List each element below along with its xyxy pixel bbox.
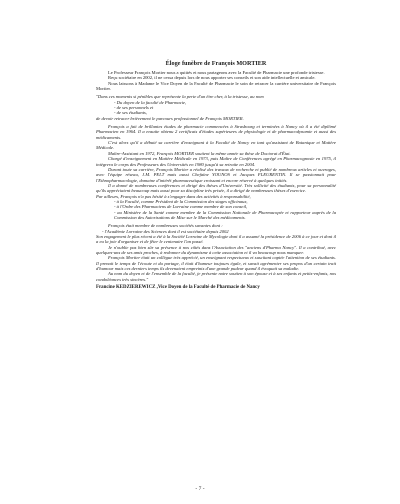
- responsibilities-intro: Par ailleurs, François n'a pas hésité à s'engager dans des activités à responsabilité,: [96, 193, 251, 199]
- quote-outro: de devoir retracer brièvement le parcours professionnel de François MORTIER.: [96, 115, 244, 121]
- signature: Francine KEDZIEREWICZ ,Vice Doyen de la Faculté de Pharmacie de Nancy: [96, 285, 260, 291]
- closing-paragraph-1: Son engagement le plus récent a été à la Société Lorraine de Mycologie dont il a assumé la présidence de 2006 à ce jour et dont il a eu la joie d'organiser et de fêter le centenaire l'an passé.: [96, 233, 336, 245]
- career-paragraph-2: C'est alors qu'il a débuté sa carrière d'enseignant à la Faculté de Nancy en tant qu'assistant de Botanique et Matière Médicale.: [96, 140, 336, 151]
- quote-intro: "Dans ces moments si pénibles que représente la perte d'un être cher, à la tristesse, au nom: [96, 94, 264, 100]
- quote-line-3: - de ses étudiants,: [114, 110, 147, 116]
- career-paragraph-1: François a fait de brillantes études de pharmacie commencées à Strasbourg et terminées à Nancy où il a été diplômé Pharmacien en 1964. Il a ensuite obtenu 2 certificats d'études supérieures de physiologie et de pharmacodynamie et aussi des médicaments.: [96, 124, 336, 140]
- page-title: Éloge funèbre de François MORTIER: [165, 60, 267, 67]
- quote-line-1: - Du doyen de la faculté de Pharmacie,: [114, 99, 187, 105]
- closing-paragraph-3: François Mortier était un collègue très apprécié, un enseignant respectueux et suscitant captée l'attention de ses étudiants. Il prenait le temps de l'écoute et du partage, il était d'humeur toujours égale, et savait agrémenter ses propos d'un certain trait d'humour mais ces derniers temps ils devenaient empreints d'une grande pudeur quand il évoquait sa maladie.: [96, 255, 336, 272]
- career-paragraph-5: Durant toute sa carrière, François Mortier a réalisé des travaux de recherche et publié de nombreux articles et ouvrages, avec l'équipe réseau, J.M. PELT mais aussi Chefaïne YOUNOS et Jacques FLEURENTIN. Il se passionnait pour l'Ethnopharmacologie, domaine d'intérêt pharmaceutique croissant et encore réservé à quelques initiés.: [96, 166, 336, 183]
- responsibility-item-3: - au Ministère de la Santé comme membre de la Commission Nationale de Pharmacopée et rapporteur auprès de la Commission des Autorisations de Mise sur le Marché des médicaments.: [114, 209, 336, 220]
- closing-paragraph-4: Au nom du doyen et de l'ensemble de la faculté, je présente notre soutien à son épouse et à ses enfants et petits-enfants, nos condoléances très sincères.": [96, 271, 336, 282]
- intro-paragraph-3: Nous laissons à Madame le Vice Doyen de la Faculté de Pharmacie le soin de retracer la carrière universitaire de François Mortier.: [96, 80, 336, 92]
- career-paragraph-6: Il a donné de nombreuses conférences et dirigé des thèses d'Université. Très sollicité des étudiants, pour sa personnalité qu'ils appréciaient beaucoup mais aussi pour sa discipline très prisée, il a dirigé de nombreuses thèses d'exercice.: [96, 182, 336, 194]
- society-item-1: - l'Académie Lorraine des Sciences dont il est sociétaire depuis 2002: [102, 228, 229, 234]
- responsibility-item-2: - à l'Ordre des Pharmaciens de Lorraine comme membre de son conseil,: [114, 204, 248, 210]
- societies-intro: François était membre de nombreuses sociétés savantes dont :: [108, 223, 223, 229]
- career-paragraph-4: Chargé d'enseignement en Matière Médicale en 1973, puis Maître de Conférences agrégé en Pharmacognosie en 1975, il intègrera le corps des Professeurs des Universités en 1980 jusqu'à sa retraite en 2004.: [96, 156, 336, 167]
- intro-paragraph-1: Le Professeur François Mortier nous a quittés et nous partageons avec la Faculté de Pharmacie une profonde tristesse.: [108, 70, 325, 75]
- closing-paragraph-2: Je n'oublie pas bien sûr sa présence à nos côtés dans l'Association des "anciens d'Pharma Nancy". Il a contribué, avec quelques-uns de ses amis proches, à redonner du dynamisme à cette association et il va beaucoup nous manquer.: [96, 244, 336, 255]
- responsibility-item-1: - à la Faculté, comme Président de la Commission des stages officinaux,: [114, 198, 248, 204]
- career-paragraph-3: Maître-Assistant en 1972, François MORTIER soutient la même année sa thèse de Doctorat d'État.: [108, 150, 291, 156]
- document-body: [96, 60, 336, 291]
- intro-paragraph-2: Reçu sociétaire en 2002, il ne cessa depuis lors de nous apporter ses conseils et son aide intellectuelle et amicale.: [108, 75, 316, 81]
- quote-line-2: - de ses personnels et: [114, 105, 154, 111]
- page-number: - 7 -: [195, 486, 205, 492]
